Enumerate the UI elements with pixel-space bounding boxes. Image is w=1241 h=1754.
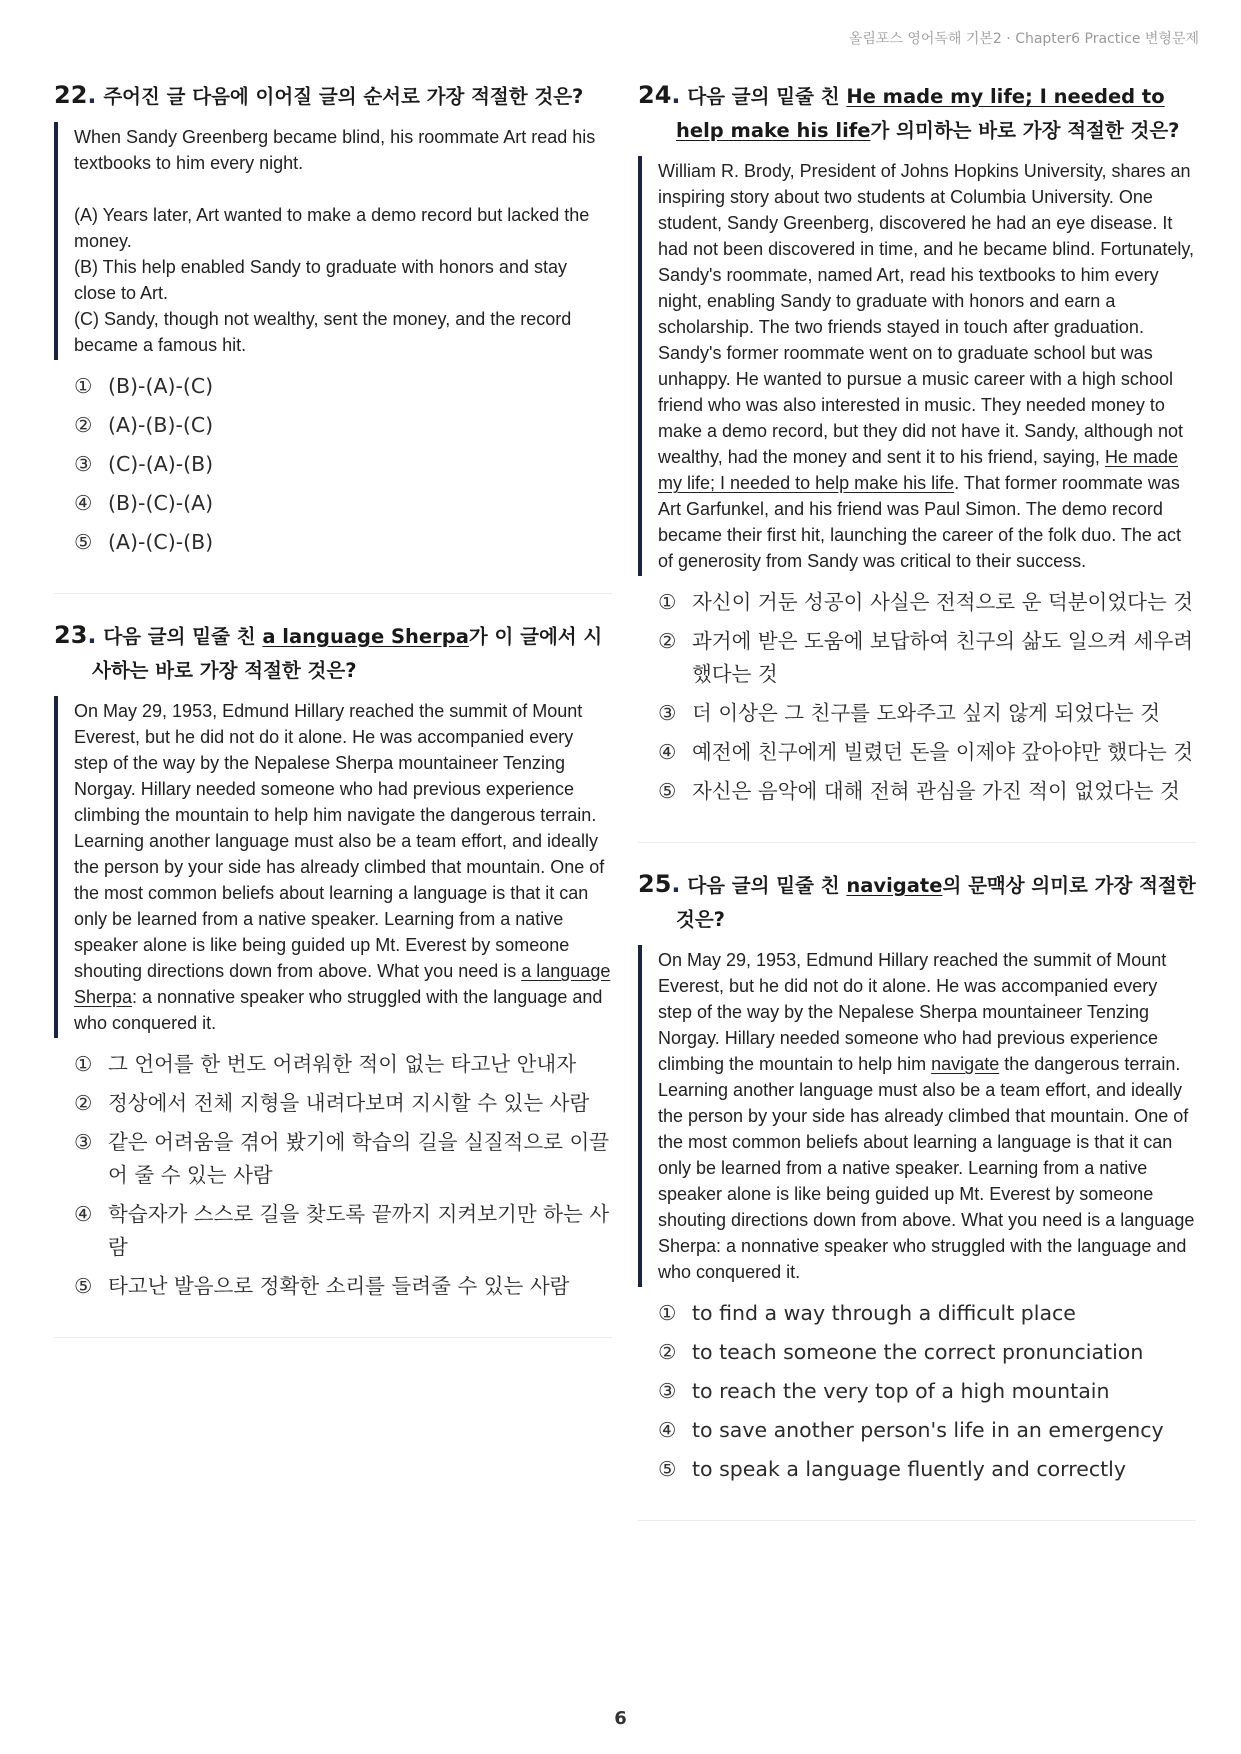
answer-option-4[interactable] [658,736,1196,769]
question-prompt-post: 가 의미하는 바로 가장 적절한 것은? [870,119,1180,142]
option-marker: ③ [658,1379,677,1403]
option-text: 예전에 친구에게 빌렸던 돈을 이제야 갚아야만 했다는 것 [692,740,1194,764]
option-marker: ② [74,1091,93,1115]
option-marker: ③ [74,452,93,476]
option-text: (C)-(A)-(B) [108,452,214,476]
passage-part-c: (C) Sandy, though not wealthy, sent the money, and the record became a famous hit. [74,309,572,355]
answer-option-3[interactable] [658,1375,1196,1408]
question-prompt-post: 가 이 글에서 시사하는 바로 가장 적절한 것은? [92,625,603,682]
passage-text: : a nonnative speaker who struggled with the language and who conquered it. [74,987,603,1033]
option-text: 학습자가 스스로 길을 찾도록 끝까지 지켜보기만 하는 사람 [108,1202,610,1259]
option-marker: ⑤ [74,1274,93,1298]
left-column [54,78,612,1362]
passage [54,122,612,360]
option-marker: ④ [74,1202,93,1226]
answer-options [54,1048,612,1303]
question-prompt-underlined: He made my life; I needed to help make his life [676,85,1165,142]
option-text: 타고난 발음으로 정확한 소리를 들려줄 수 있는 사람 [108,1274,570,1298]
option-marker: ① [74,374,93,398]
option-text: (A)-(B)-(C) [108,413,214,437]
question-prompt: 주어진 글 다음에 이어질 글의 순서로 가장 적절한 것은? [103,85,584,108]
option-marker: ④ [658,1418,677,1442]
answer-option-5[interactable] [658,1453,1196,1486]
answer-option-2[interactable] [74,1087,612,1120]
answer-option-5[interactable] [74,1270,612,1303]
passage-intro: When Sandy Greenberg became blind, his roommate Art read his textbooks to him every night. [74,127,596,173]
question-23 [54,618,612,1338]
option-marker: ① [658,1301,677,1325]
option-marker: ① [658,590,677,614]
answer-option-1[interactable] [658,1297,1196,1330]
answer-option-5[interactable] [74,526,612,559]
passage-part-b: (B) This help enabled Sandy to graduate with honors and stay close to Art. [74,257,567,303]
question-25 [638,867,1196,1521]
option-marker: ① [74,1052,93,1076]
option-text: to find a way through a difficult place [692,1301,1076,1325]
option-text: (A)-(C)-(B) [108,530,214,554]
answer-option-2[interactable] [658,1336,1196,1369]
option-marker: ⑤ [658,779,677,803]
question-title [54,78,612,114]
answer-option-3[interactable] [74,1126,612,1192]
passage-body [658,947,1196,1285]
passage-text: On May 29, 1953, Edmund Hillary reached the summit of Mount Everest, but he did not do it alone. He was accompanied every step of the way by the Nepalese Sherpa mountaineer Tenzing Norgay. Hillary needed someone who had previous experience climbing the mountain to help him navigate the dangerous terrain. Learning another language must also be a team effort, and ideally the person by your side has already climbed that mountain. One of the most common beliefs about learning a language is that it can only be learned from a native speaker. Learning from a native speaker alone is like being guided up Mt. Everest by someone shouting directions down from above. What you need is [74,701,605,981]
question-prompt-underlined: a language Sherpa [262,625,469,648]
question-24 [638,78,1196,843]
answer-option-4[interactable] [74,1198,612,1264]
passage-body [74,698,612,1036]
question-title [54,618,612,688]
option-marker: ② [658,1340,677,1364]
page-number: 6 [614,1708,627,1729]
passage-body [658,158,1196,574]
option-text: to teach someone the correct pronunciation [692,1340,1144,1364]
answer-option-4[interactable] [74,487,612,520]
option-marker: ③ [658,701,677,725]
answer-option-4[interactable] [658,1414,1196,1447]
question-number: 22. [54,81,97,109]
option-text: (B)-(A)-(C) [108,374,214,398]
passage-text: William R. Brody, President of Johns Hopkins University, shares an inspiring story about two students at Columbia University. One student, Sandy Greenberg, discovered he had an eye disease. It had not been discovered in time, and he became blind. Fortunately, Sandy's roommate, named Art, read his textbooks to him every night, enabling Sandy to graduate with honors and earn a scholarship. The two friends stayed in touch after graduation. Sandy's former roommate went on to graduate school but was unhappy. He wanted to pursue a music career with a high school friend who was also interested in music. They needed money to make a demo record, but they did not have it. Sandy, although not wealthy, had the money and sent it to his friend, saying, [658,161,1195,467]
option-marker: ⑤ [74,530,93,554]
option-text: 자신은 음악에 대해 전혀 관심을 가진 적이 없었다는 것 [692,779,1180,803]
passage-underlined: He made my life; I needed to help make his life [658,447,1178,493]
answer-options [54,370,612,559]
answer-option-1[interactable] [74,1048,612,1081]
passage [638,156,1196,576]
option-text: (B)-(C)-(A) [108,491,214,515]
passage-part-a: (A) Years later, Art wanted to make a demo record but lacked the money. [74,205,590,251]
option-text: 그 언어를 한 번도 어려워한 적이 없는 타고난 안내자 [108,1052,576,1076]
question-22 [54,78,612,594]
question-prompt-pre: 다음 글의 밑줄 친 [687,874,847,897]
option-text: 정상에서 전체 지형을 내려다보며 지시할 수 있는 사람 [108,1091,590,1115]
answer-option-1[interactable] [658,586,1196,619]
question-prompt-pre: 다음 글의 밑줄 친 [103,625,263,648]
passage-underlined: a language Sherpa [74,961,611,1007]
option-text: 자신이 거둔 성공이 사실은 전적으로 운 덕분이었다는 것 [692,590,1194,614]
answer-option-5[interactable] [658,775,1196,808]
option-text: 같은 어려움을 겪어 봤기에 학습의 길을 실질적으로 이끌어 줄 수 있는 사람 [108,1130,610,1187]
question-title [638,867,1196,937]
passage-underlined: navigate [931,1054,1000,1074]
question-prompt-underlined: navigate [846,874,943,897]
passage-text: . That former roommate was Art Garfunkel, and his friend was Paul Simon. The demo record became their first hit, launching the career of the folk duo. The act of generosity from Sandy was critical to their success. [658,473,1181,571]
answer-option-2[interactable] [74,409,612,442]
answer-options [638,586,1196,808]
passage [54,696,612,1038]
option-marker: ③ [74,1130,93,1154]
option-marker: ⑤ [658,1457,677,1481]
answer-options [638,1297,1196,1486]
option-text: to speak a language fluently and correctly [692,1457,1126,1481]
option-text: 더 이상은 그 친구를 도와주고 싶지 않게 되었다는 것 [692,701,1160,725]
option-marker: ④ [74,491,93,515]
page-header: 올림포스 영어독해 기본2 · Chapter6 Practice 변형문제 [848,31,1199,47]
passage-text: On May 29, 1953, Edmund Hillary reached the summit of Mount Everest, but he did not do it alone. He was accompanied every step of the way by the Nepalese Sherpa mountaineer Tenzing Norgay. Hillary needed someone who had previous experience climbing the mountain to help him [658,950,1167,1074]
answer-option-2[interactable] [658,625,1196,691]
answer-option-3[interactable] [74,448,612,481]
option-marker: ② [658,629,677,653]
question-prompt-post: 의 문맥상 의미로 가장 적절한 것은? [676,874,1196,931]
question-number: 23. [54,621,97,649]
option-marker: ④ [658,740,677,764]
right-column [638,78,1196,1545]
passage-text: the dangerous terrain. Learning another language must also be a team effort, and ideally the person by your side has already climbed that mountain. One of the most common beliefs about learning a language is that it can only be learned from a native speaker. Learning from a native speaker alone is like being guided up Mt. Everest by someone shouting directions down from above. What you need is a language Sherpa: a nonnative speaker who struggled with the language and who conquered it. [658,1054,1195,1282]
option-text: to reach the very top of a high mountain [692,1379,1110,1403]
answer-option-3[interactable] [658,697,1196,730]
question-title [638,78,1196,148]
question-prompt-pre: 다음 글의 밑줄 친 [687,85,847,108]
question-number: 24. [638,81,681,109]
option-text: to save another person's life in an emergency [692,1418,1164,1442]
option-text: 과거에 받은 도움에 보답하여 친구의 삶도 일으켜 세우려 했다는 것 [692,629,1194,686]
answer-option-1[interactable] [74,370,612,403]
option-marker: ② [74,413,93,437]
question-number: 25. [638,870,681,898]
passage [638,945,1196,1287]
